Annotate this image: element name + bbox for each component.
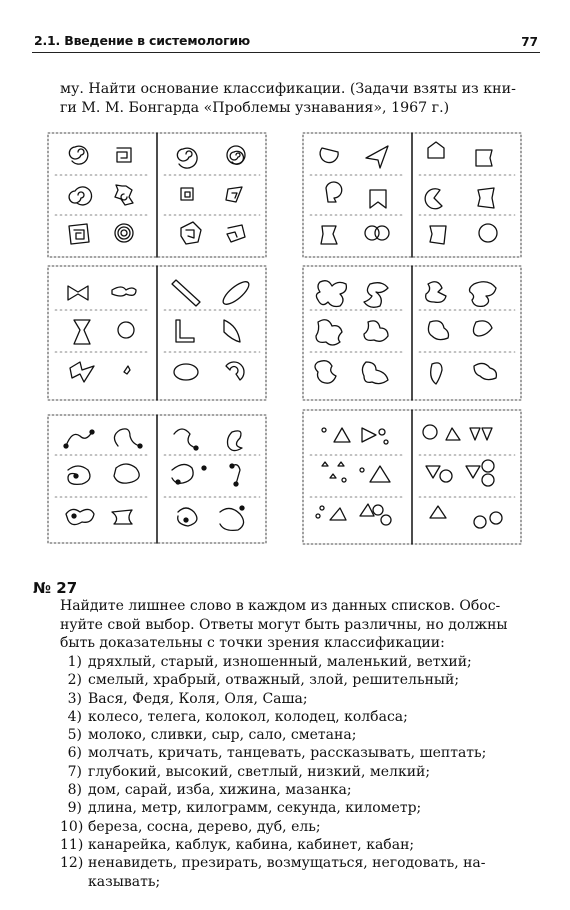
list-item: 6) молчать, кричать, танцевать, рассказывать, шептать;: [67, 745, 487, 762]
list-item: 9) длина, метр, килограмм, секунда, километр;: [67, 800, 422, 817]
bongard-panel-2: [303, 133, 521, 257]
list-item: 1) дряхлый, старый, изношенный, маленький, ветхий;: [67, 654, 472, 670]
intro-line: му. Найти основание классификации. (Задачи взяты из кни-: [60, 81, 516, 97]
list-item: 2) смелый, храбрый, отважный, злой, решительный;: [67, 672, 460, 689]
bongard-panel-1: [48, 133, 266, 257]
task-statement: [60, 597, 532, 653]
list-item: 4) колесо, телега, колокол, колодец, колбаса;: [67, 708, 408, 725]
list-item: 12) ненавидеть, презирать, возмущаться, негодовать, на- казывать;: [60, 854, 540, 891]
bongard-panel-3: [48, 266, 266, 400]
list-item: 8) дом, сарай, изба, хижина, мазанка;: [67, 782, 352, 799]
list-item-continuation: казывать;: [88, 873, 161, 890]
task-number: № 27: [33, 579, 78, 597]
word-lists: [60, 653, 540, 891]
list-item: 10) береза, сосна, дерево, дуб, ель;: [60, 818, 321, 835]
page-number: 77: [521, 35, 538, 49]
list-item: 5) молоко, сливки, сыр, сало, сметана;: [67, 727, 357, 744]
section-title: 2.1. Введение в системологию: [34, 33, 250, 48]
task-line: быть доказательны с точки зрения классификации:: [60, 635, 445, 652]
bongard-panel-6: [303, 410, 521, 544]
list-item: 3) Вася, Федя, Коля, Оля, Саша;: [67, 690, 308, 707]
list-item: 11) канарейка, каблук, кабина, кабинет, кабан;: [60, 836, 415, 853]
bongard-panel-4: [303, 266, 521, 400]
task-line: Найдите лишнее слово в каждом из данных списков. Обос-: [60, 598, 501, 614]
list-item: 7) глубокий, высокий, светлый, низкий, мелкий;: [67, 763, 431, 780]
intro-line: ги М. М. Бонгарда «Проблемы узнавания», 1967 г.): [60, 100, 450, 116]
task-line: нуйте свой выбор. Ответы могут быть различны, но должны: [60, 616, 508, 633]
bongard-panel-5: [48, 415, 266, 543]
